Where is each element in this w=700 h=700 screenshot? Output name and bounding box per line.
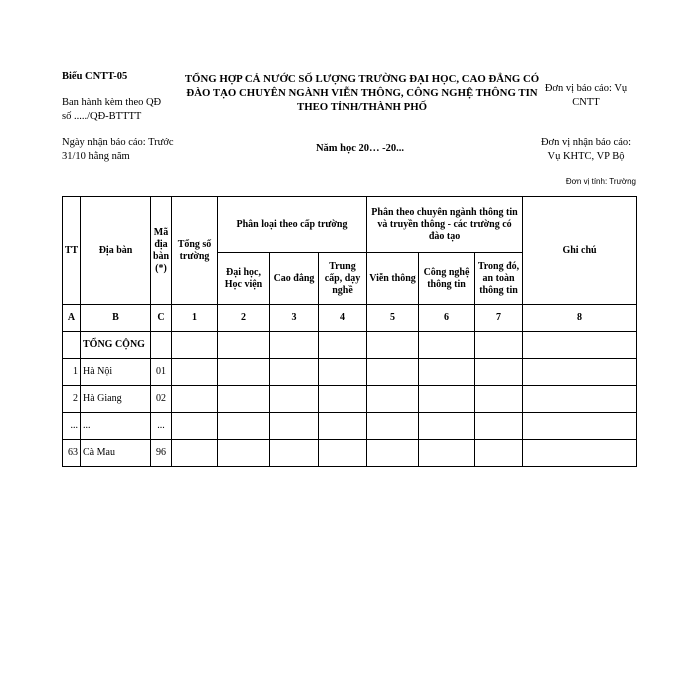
- index-cell: A: [63, 305, 81, 332]
- issued-by: [62, 96, 161, 124]
- header-security-line-3: thông tin: [479, 284, 518, 296]
- total-cell: [270, 332, 319, 359]
- header-security-line-2: an toàn: [482, 272, 515, 284]
- index-cell: B: [81, 305, 151, 332]
- total-cell: [523, 332, 637, 359]
- data-cell: [475, 413, 523, 440]
- header-security-line-1: Trong đó,: [477, 260, 520, 272]
- header-vocational-line-1: Trung: [329, 260, 356, 272]
- header-it-line-1: Công nghệ: [423, 266, 470, 278]
- title-line-2: ĐÀO TẠO CHUYÊN NGÀNH VIỄN THÔNG, CÔNG NGHỆ THÔNG TIN: [186, 87, 538, 99]
- header-code-line-4: (*): [155, 262, 167, 274]
- table-row: [63, 413, 637, 440]
- header-major-group: [367, 197, 523, 253]
- data-cell: [367, 413, 419, 440]
- data-cell: [367, 440, 419, 467]
- index-cell: 4: [319, 305, 367, 332]
- data-cell: [475, 359, 523, 386]
- receive-date-line-2: 31/10 hằng năm: [62, 151, 130, 162]
- header-code-line-2: địa: [154, 238, 168, 250]
- receive-date: [62, 136, 174, 164]
- index-cell: 6: [419, 305, 475, 332]
- header-college: Cao đẳng: [270, 253, 319, 305]
- receiving-unit-line-2: Vụ KHTC, VP Bộ: [547, 151, 625, 162]
- header-it-line-2: thông tin: [427, 278, 466, 290]
- data-cell: [319, 386, 367, 413]
- header-major-line-2: và truyền thông - các trường có: [377, 218, 512, 230]
- title-line-3: THEO TỈNH/THÀNH PHỐ: [297, 101, 427, 113]
- data-cell: [367, 359, 419, 386]
- row-tt: 1: [63, 359, 81, 386]
- total-row: [63, 332, 637, 359]
- total-cell: [172, 332, 218, 359]
- total-cell: [475, 332, 523, 359]
- header-notes: Ghi chú: [523, 197, 637, 305]
- row-tt: 63: [63, 440, 81, 467]
- header-university: [218, 253, 270, 305]
- data-cell: [367, 386, 419, 413]
- row-area: ...: [81, 413, 151, 440]
- header-level-group: Phân loại theo cấp trường: [218, 197, 367, 253]
- header-university-line-1: Đại học,: [226, 266, 261, 278]
- receive-date-line-1: Ngày nhận báo cáo: Trước: [62, 137, 174, 148]
- data-cell: [218, 359, 270, 386]
- header-major-line-1: Phân theo chuyên ngành thông tin: [371, 206, 518, 218]
- data-cell: [172, 440, 218, 467]
- data-cell: [419, 413, 475, 440]
- report-table: [62, 196, 637, 467]
- data-cell: [172, 386, 218, 413]
- index-cell: 7: [475, 305, 523, 332]
- receiving-unit: [530, 136, 642, 164]
- header-code-line-3: bàn: [152, 250, 170, 262]
- index-cell: 1: [172, 305, 218, 332]
- total-row-label: TỔNG CỘNG: [81, 332, 151, 359]
- data-cell: [319, 359, 367, 386]
- data-cell: [419, 440, 475, 467]
- table-row: [63, 359, 637, 386]
- header-area-code: [151, 197, 172, 305]
- data-cell: [523, 359, 637, 386]
- total-cell: [367, 332, 419, 359]
- data-cell: [172, 413, 218, 440]
- index-cell: C: [151, 305, 172, 332]
- data-cell: [218, 386, 270, 413]
- data-cell: [270, 359, 319, 386]
- index-cell: 2: [218, 305, 270, 332]
- row-code: 02: [151, 386, 172, 413]
- header-area: Địa bàn: [81, 197, 151, 305]
- school-year: Năm học 20… -20...: [315, 143, 405, 154]
- data-cell: [270, 413, 319, 440]
- row-code: 01: [151, 359, 172, 386]
- header-tt: TT: [63, 197, 81, 305]
- index-row: [63, 305, 637, 332]
- total-cell: [419, 332, 475, 359]
- reporting-unit-line-2: CNTT: [572, 97, 600, 108]
- header-total-line-2: trường: [179, 250, 210, 262]
- row-area: Hà Giang: [81, 386, 151, 413]
- header-university-line-2: Học viện: [224, 278, 263, 290]
- header-telecom: Viễn thông: [367, 253, 419, 305]
- row-area: Hà Nội: [81, 359, 151, 386]
- header-security: [475, 253, 523, 305]
- header-major-line-3: đào tạo: [428, 230, 461, 242]
- reporting-unit: [536, 82, 636, 110]
- header-total-line-1: Tổng số: [177, 238, 212, 250]
- index-cell: 8: [523, 305, 637, 332]
- data-cell: [475, 440, 523, 467]
- header-row-1: [63, 197, 637, 253]
- header-code-line-1: Mã: [153, 226, 169, 238]
- data-cell: [523, 413, 637, 440]
- row-code: ...: [151, 413, 172, 440]
- data-cell: [218, 413, 270, 440]
- row-tt: 2: [63, 386, 81, 413]
- data-cell: [270, 386, 319, 413]
- header-it: [419, 253, 475, 305]
- data-cell: [523, 386, 637, 413]
- data-cell: [319, 413, 367, 440]
- unit-of-measure: Đơn vị tính: Trường: [565, 177, 636, 186]
- reporting-unit-line-1: Đơn vị báo cáo: Vụ: [544, 83, 628, 94]
- data-cell: [419, 386, 475, 413]
- header-vocational-line-3: nghề: [332, 284, 353, 296]
- header-total: [172, 197, 218, 305]
- header-vocational-line-2: cấp, dạy: [324, 272, 361, 284]
- table-row: [63, 386, 637, 413]
- total-cell: [218, 332, 270, 359]
- table-row: [63, 440, 637, 467]
- header-vocational: [319, 253, 367, 305]
- data-cell: [218, 440, 270, 467]
- row-tt: ...: [63, 413, 81, 440]
- receiving-unit-line-1: Đơn vị nhận báo cáo:: [540, 137, 632, 148]
- index-cell: 5: [367, 305, 419, 332]
- row-code: 96: [151, 440, 172, 467]
- data-cell: [319, 440, 367, 467]
- total-cell: [151, 332, 172, 359]
- title-line-1: TỔNG HỢP CẢ NƯỚC SỐ LƯỢNG TRƯỜNG ĐẠI HỌC, CAO ĐẲNG CÓ: [184, 73, 540, 85]
- data-cell: [523, 440, 637, 467]
- issued-line-1: Ban hành kèm theo QĐ: [62, 97, 162, 108]
- data-cell: [475, 386, 523, 413]
- data-cell: [419, 359, 475, 386]
- index-cell: 3: [270, 305, 319, 332]
- data-cell: [172, 359, 218, 386]
- total-tt-cell: [63, 332, 81, 359]
- report-title: [184, 72, 540, 114]
- data-cell: [270, 440, 319, 467]
- total-cell: [319, 332, 367, 359]
- row-area: Cà Mau: [81, 440, 151, 467]
- form-code: Biểu CNTT-05: [62, 71, 128, 82]
- issued-line-2: số ...../QĐ-BTTTT: [62, 111, 142, 122]
